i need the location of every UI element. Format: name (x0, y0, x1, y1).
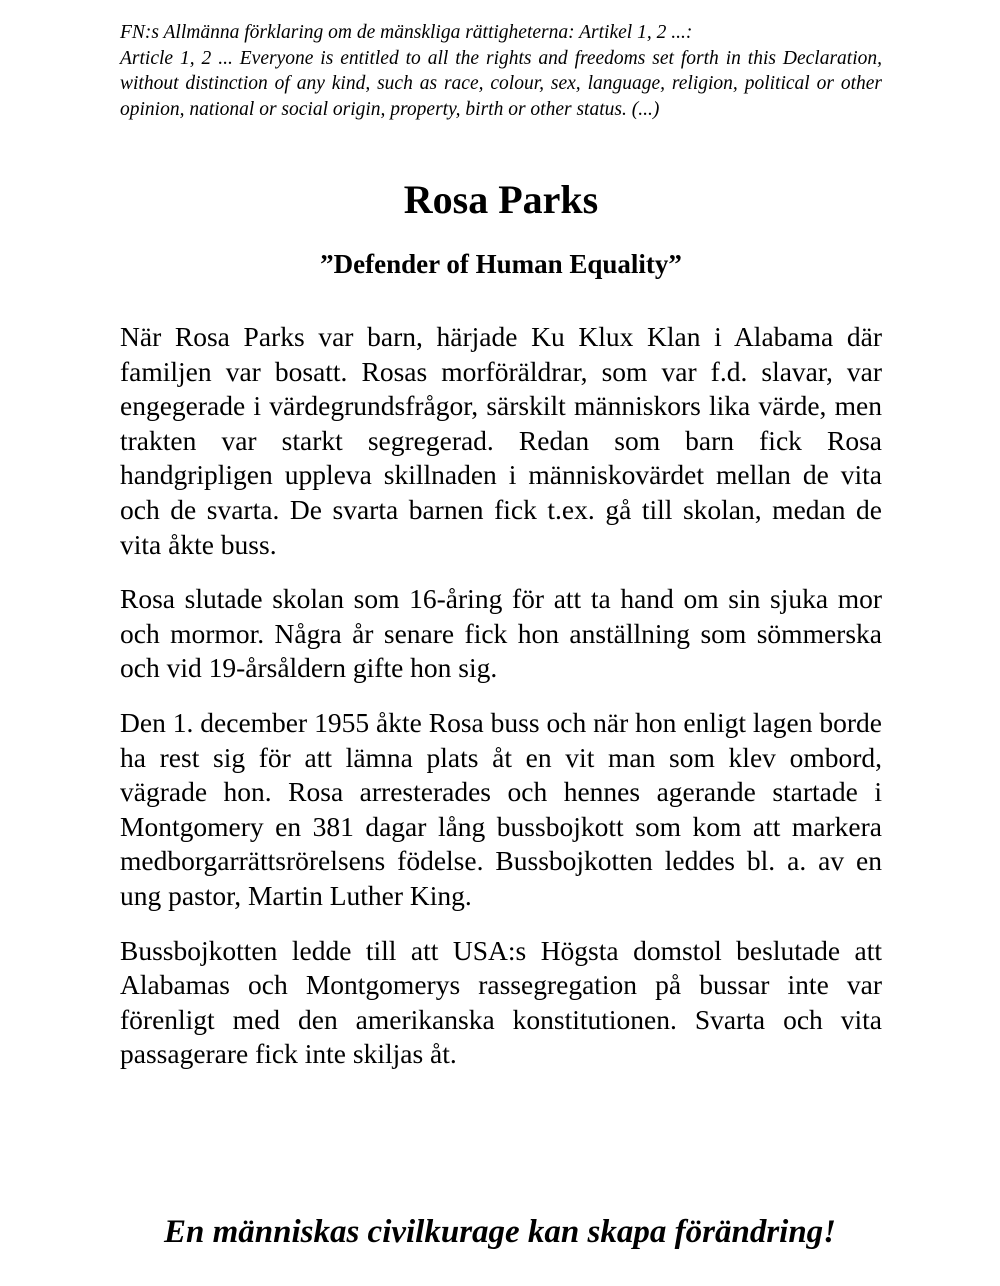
paragraph-3: Den 1. december 1955 åkte Rosa buss och när hon enligt lagen borde ha rest sig för att lämna plats åt en vit man som klev ombord, vägrade hon. Rosa arresterades och hennes agerande startade i Montgomery en 381 dagar lång bussbojkott som kom att markera medborgarrättsrörelsens födelse. Bussbojkotten leddes bl. a. av en ung pastor, Martin Luther King. (120, 706, 882, 911)
paragraph-2: Rosa slutade skolan som 16-åring för att ta hand om sin sjuka mor och mormor. Några år senare fick hon anställning som sömmerska och vid 19-årsåldern gifte hon sig. (120, 583, 882, 684)
closing-slogan: En människas civilkurage kan skapa förändring! (163, 1214, 837, 1250)
paragraph-4: Bussbojkotten ledde till att USA:s Högsta domstol beslutade att Alabamas och Montgomerys rassegregation på bussar inte var förenligt med den amerikanska konstitutionen. Svarta och vita passagerare fick inte skiljas åt. (120, 934, 882, 1070)
document-page (120, 0, 882, 1092)
header-quote-line2: Article 1, 2 ... Everyone is entitled to all the rights and freedoms set forth in this Declaration, without distinction of any kind, such as race, colour, sex, language, religion, political or other opinion, national or social origin, property, birth or other status. (...) (120, 47, 882, 120)
page-subtitle: ”Defender of Human Equality” (320, 249, 682, 279)
header-quote (120, 20, 882, 122)
page-title: Rosa Parks (403, 177, 599, 222)
body-text (120, 320, 882, 1072)
paragraph-1: När Rosa Parks var barn, härjade Ku Klux Klan i Alabama där familjen var bosatt. Rosas morföräldrar, som var f.d. slavar, var engegerade i värdegrundsfrågor, särskilt människors lika värde, men trakten var starkt segregerad. Redan som barn fick Rosa handgripligen uppleva skillnaden i människovärdet mellan de vita och de svarta. De svarta barnen fick t.ex. gå till skolan, medan de vita åkte buss. (120, 321, 882, 560)
header-quote-line1: FN:s Allmänna förklaring om de mänskliga rättigheterna: Artikel 1, 2 ...: (120, 22, 693, 43)
